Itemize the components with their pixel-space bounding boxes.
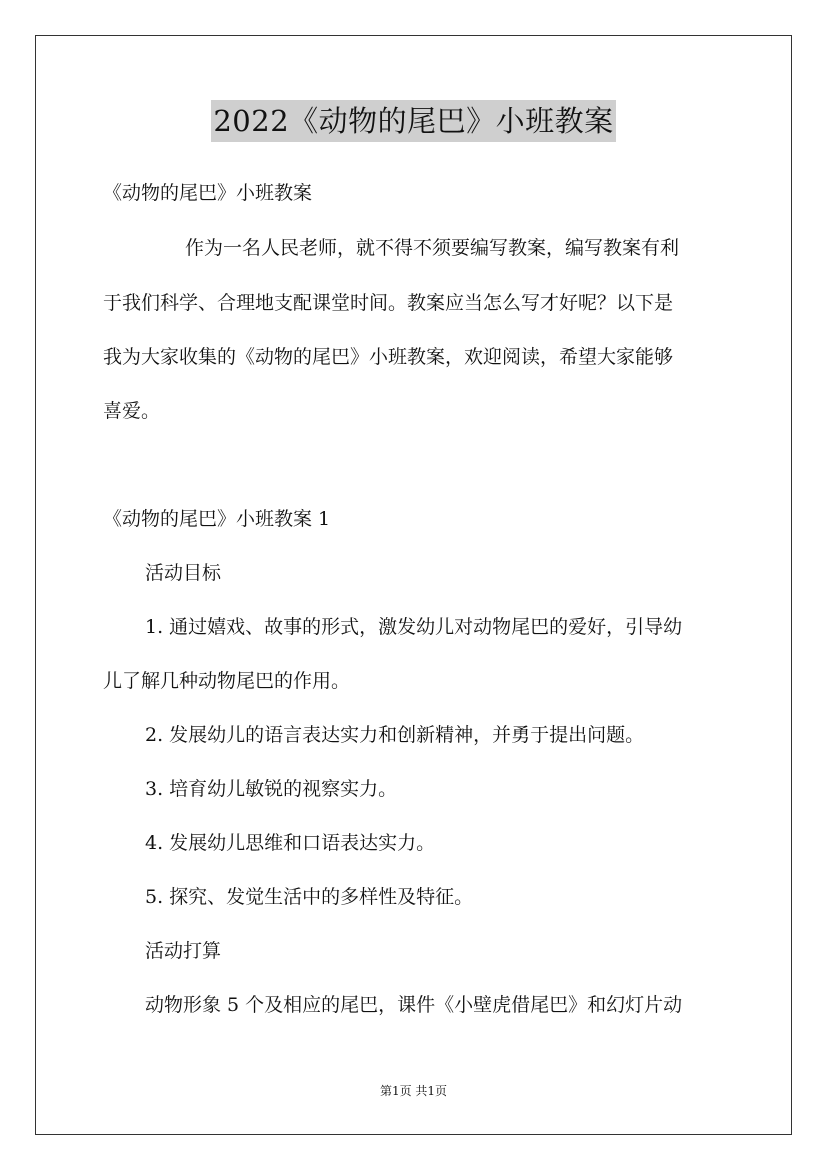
goal-line-4: 3. 培育幼儿敏锐的视察实力。 (145, 778, 398, 800)
goal-line-2: 儿了解几种动物尾巴的作用。 (103, 670, 351, 692)
goals-heading: 活动目标 (145, 562, 222, 584)
intro-line-2: 于我们科学、合理地支配课堂时间。教案应当怎么写才好呢？以下是 (103, 292, 674, 314)
page-footer: 第1页 共1页 (379, 1084, 448, 1098)
section-title: 《动物的尾巴》小班教案 1 (103, 508, 331, 530)
document-title: 2022《动物的尾巴》小班教案 (211, 100, 615, 142)
goal-line-1: 1. 通过嬉戏、故事的形式，激发幼儿对动物尾巴的爱好，引导幼 (145, 616, 683, 638)
title-container (0, 100, 827, 142)
prep-heading: 活动打算 (145, 940, 222, 962)
intro-line-1: 作为一名人民老师，就不得不须要编写教案，编写教案有利 (185, 237, 680, 259)
goal-line-6: 5. 探究、发觉生活中的多样性及特征。 (145, 886, 474, 908)
intro-line-4: 喜爱。 (103, 400, 161, 422)
goal-line-5: 4. 发展幼儿思维和口语表达实力。 (145, 832, 436, 854)
intro-line-3: 我为大家收集的《动物的尾巴》小班教案，欢迎阅读，希望大家能够 (103, 346, 674, 368)
document-subtitle: 《动物的尾巴》小班教案 (103, 182, 313, 204)
prep-line: 动物形象 5 个及相应的尾巴，课件《小壁虎借尾巴》和幻灯片动 (145, 994, 683, 1016)
goal-line-3: 2. 发展幼儿的语言表达实力和创新精神，并勇于提出问题。 (145, 724, 645, 746)
